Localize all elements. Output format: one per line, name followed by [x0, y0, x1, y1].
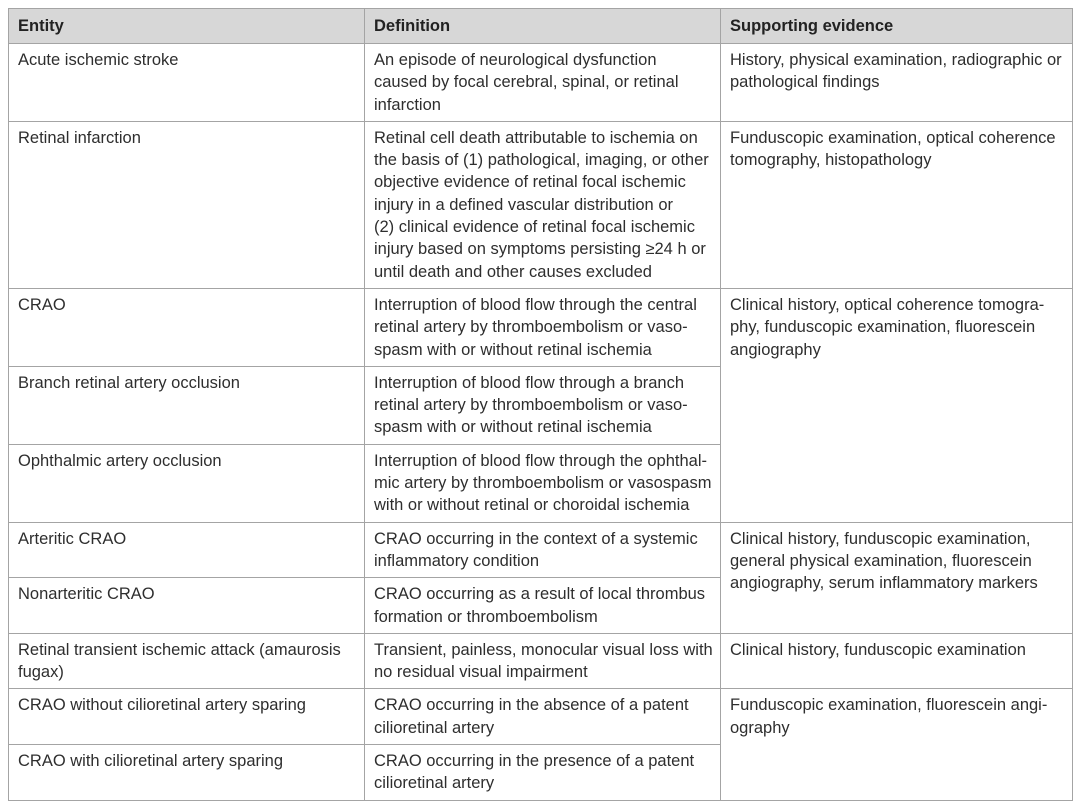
evidence-line: ography [730, 718, 790, 737]
definition-line: infarction [374, 95, 441, 114]
definition-line: Interruption of blood flow through the central [374, 295, 697, 314]
evidence-line: angiography, serum inflammatory markers [730, 574, 1038, 593]
evidence-line: Funduscopic examination, optical coherence [730, 128, 1056, 147]
entity-cell [9, 366, 365, 444]
definition-line: cilioretinal artery [374, 718, 495, 737]
header-supporting-evidence: Supporting evidence [721, 9, 1073, 44]
entity-cell [9, 44, 365, 122]
definition-line: Transient, painless, monocular visual loss with [374, 640, 713, 659]
evidence-line: pathological findings [730, 73, 880, 92]
definition-line: spasm with or without retinal ischemia [374, 418, 652, 437]
header-entity: Entity [9, 9, 365, 44]
entity-cell [9, 633, 365, 689]
definition-cell [365, 288, 721, 366]
table-row [9, 633, 1073, 689]
definition-line: Interruption of blood flow through a branch [374, 373, 685, 392]
definition-line: injury in a defined vascular distribution or [374, 195, 673, 214]
entity-text: Retinal transient ischemic attack (amaurosis [18, 640, 341, 659]
evidence-cell [721, 288, 1073, 522]
definition-line: retinal artery by thromboembolism or vaso- [374, 396, 688, 415]
definition-line: An episode of neurological dysfunction [374, 51, 657, 69]
evidence-cell [721, 44, 1073, 122]
definition-line: spasm with or without retinal ischemia [374, 340, 652, 359]
definition-line: mic artery by thromboembolism or vasospasm [374, 474, 712, 493]
definition-cell [365, 633, 721, 689]
definition-cell [365, 444, 721, 522]
evidence-line: History, physical examination, radiographic or [730, 51, 1062, 69]
definition-line: Retinal cell death attributable to ischemia on [374, 128, 698, 147]
evidence-line: angiography [730, 340, 821, 359]
definition-line: objective evidence of retinal focal ischemic [374, 173, 686, 192]
entity-cell [9, 578, 365, 634]
entity-text: Retinal infarction [18, 128, 141, 147]
evidence-line: Funduscopic examination, fluorescein angi- [730, 696, 1048, 715]
definition-line: CRAO occurring in the absence of a patent [374, 696, 689, 715]
definition-line: until death and other causes excluded [374, 262, 652, 281]
table-row [9, 44, 1073, 122]
entity-text: CRAO without cilioretinal artery sparing [18, 696, 306, 715]
entity-cell [9, 745, 365, 801]
definition-line: injury based on symptoms persisting ≥24 h or [374, 240, 706, 259]
evidence-cell [721, 121, 1073, 288]
definition-line: cilioretinal artery [374, 774, 495, 793]
definition-cell [365, 689, 721, 745]
entity-text: fugax) [18, 663, 64, 682]
definition-cell [365, 121, 721, 288]
evidence-line: tomography, histopathology [730, 151, 932, 170]
table-row [9, 522, 1073, 578]
table-row [9, 689, 1073, 745]
definition-cell [365, 578, 721, 634]
definitions-table [8, 8, 1073, 801]
entity-cell [9, 121, 365, 288]
definition-line: no residual visual impairment [374, 663, 588, 682]
evidence-line: phy, funduscopic examination, fluorescein [730, 318, 1036, 337]
evidence-line: general physical examination, fluorescein [730, 551, 1032, 570]
evidence-line: Clinical history, optical coherence tomogra- [730, 295, 1045, 314]
evidence-cell [721, 522, 1073, 633]
definition-line: retinal artery by thromboembolism or vaso- [374, 318, 688, 337]
definition-line: formation or thromboembolism [374, 607, 598, 626]
entity-cell [9, 444, 365, 522]
definition-line: Interruption of blood flow through the ophthal- [374, 451, 707, 470]
header-row [9, 9, 1073, 44]
definition-line: (2) clinical evidence of retinal focal ischemic [374, 218, 695, 237]
definition-cell [365, 745, 721, 801]
definition-cell [365, 522, 721, 578]
header-definition: Definition [365, 9, 721, 44]
evidence-cell [721, 633, 1073, 689]
definition-line: the basis of (1) pathological, imaging, or other [374, 151, 709, 170]
evidence-line: Clinical history, funduscopic examination, [730, 529, 1031, 548]
definition-line: CRAO occurring in the presence of a patent [374, 752, 695, 771]
entity-text: Acute ischemic stroke [18, 51, 179, 69]
definition-cell [365, 44, 721, 122]
definition-cell [365, 366, 721, 444]
definition-line: inflammatory condition [374, 551, 540, 570]
definition-line: CRAO occurring in the context of a systemic [374, 529, 698, 548]
entity-cell [9, 522, 365, 578]
entity-text: Ophthalmic artery occlusion [18, 451, 222, 470]
definition-line: caused by focal cerebral, spinal, or retinal [374, 73, 679, 92]
table-row [9, 288, 1073, 366]
entity-text: CRAO with cilioretinal artery sparing [18, 752, 284, 771]
entity-text: Branch retinal artery occlusion [18, 373, 240, 392]
entity-text: Arteritic CRAO [18, 529, 127, 548]
entity-cell [9, 689, 365, 745]
entity-text: Nonarteritic CRAO [18, 585, 155, 604]
evidence-line: Clinical history, funduscopic examination [730, 640, 1026, 659]
entity-cell [9, 288, 365, 366]
evidence-cell [721, 689, 1073, 800]
entity-text: CRAO [18, 295, 66, 314]
definition-line: CRAO occurring as a result of local thrombus [374, 585, 706, 604]
table-row [9, 121, 1073, 288]
definition-line: with or without retinal or choroidal ischemia [374, 496, 690, 515]
